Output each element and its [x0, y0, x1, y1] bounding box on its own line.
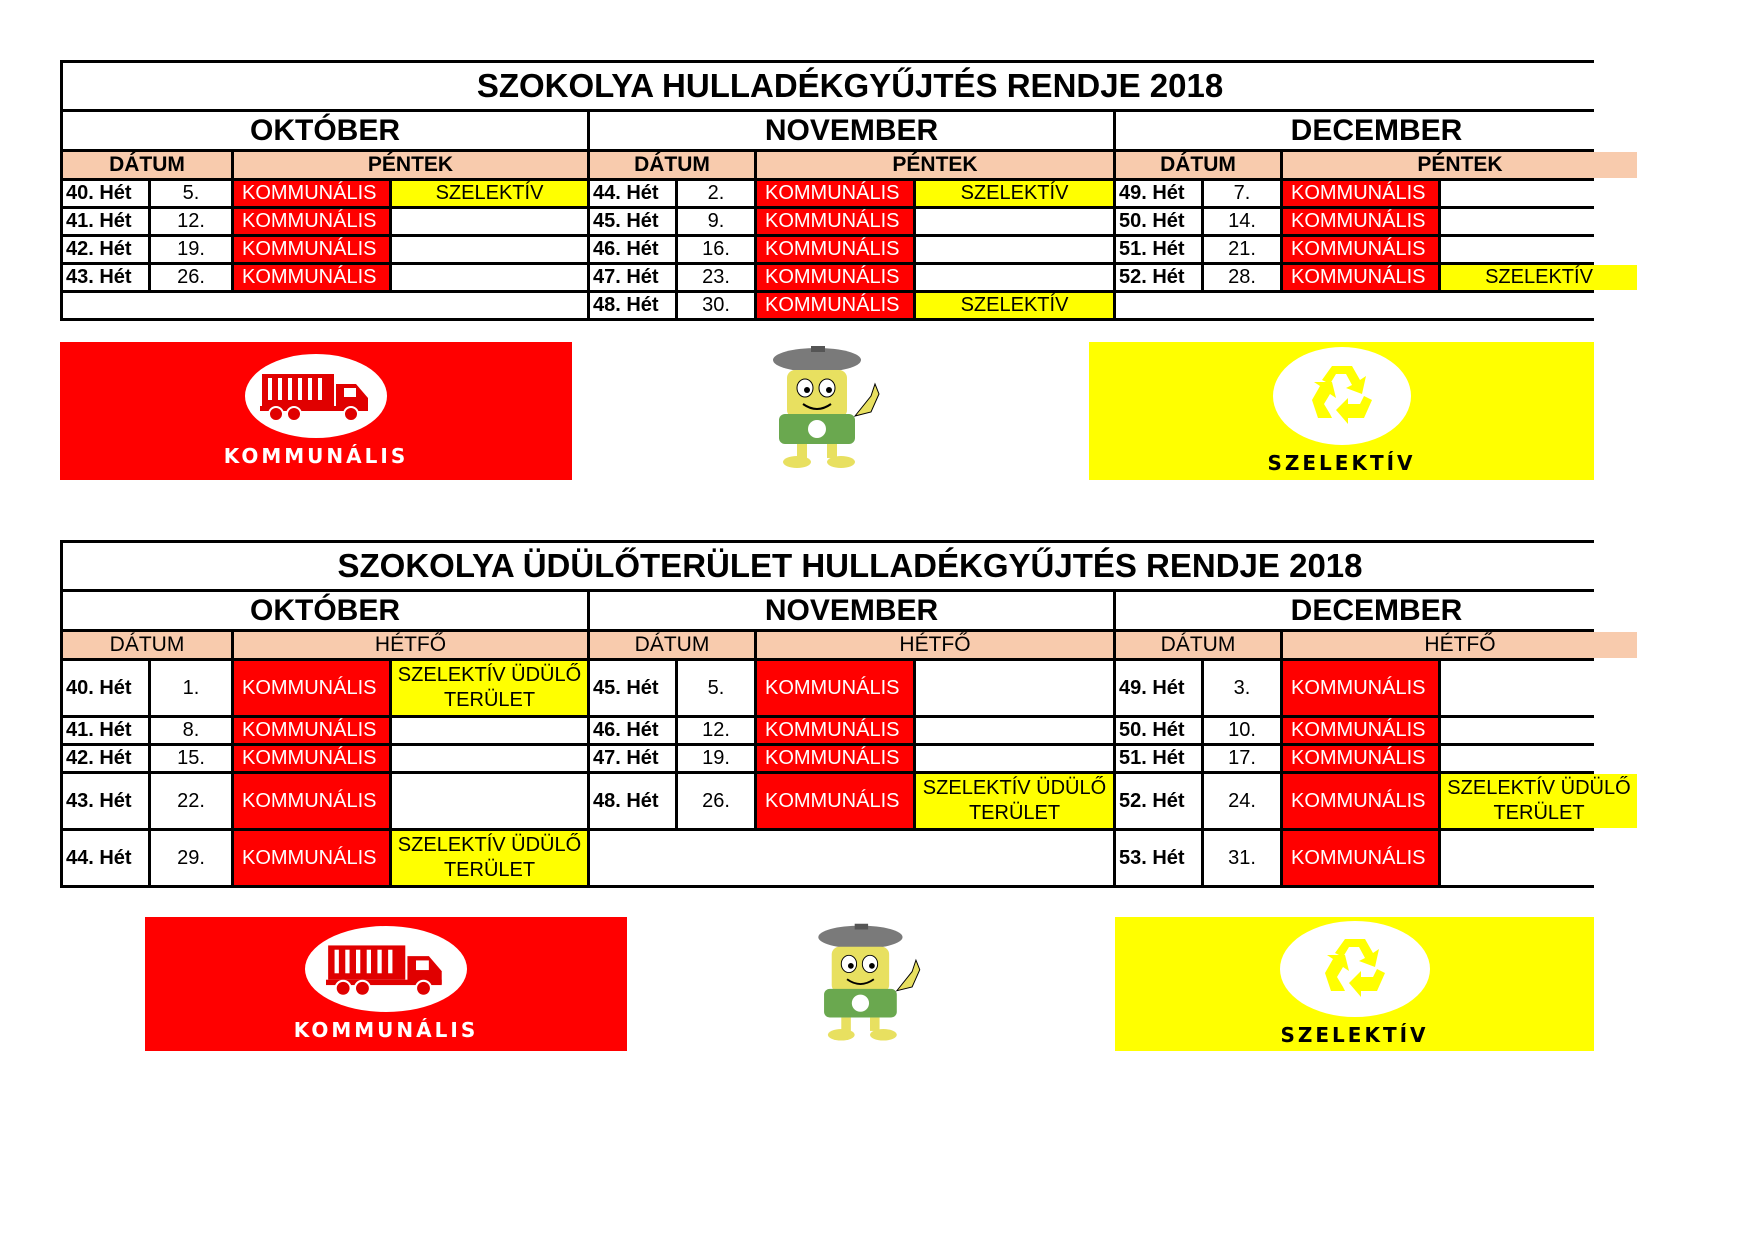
week-cell: 50. Hét [1116, 718, 1201, 743]
szelektiv-cell: SZELEKTÍV [916, 293, 1113, 318]
day-cell: 17. [1204, 746, 1280, 771]
kommunalis-banner [60, 342, 572, 480]
date-header: DÁTUM [590, 152, 754, 178]
day-cell: 15. [151, 746, 231, 771]
week-cell: 50. Hét [1116, 209, 1201, 234]
day-cell: 16. [678, 237, 754, 262]
table-title: SZOKOLYA HULLADÉKGYŰJTÉS RENDJE 2018 [63, 63, 1637, 109]
month-november: NOVEMBER [590, 592, 1113, 629]
empty-cell [1441, 746, 1637, 771]
kommunalis-cell: KOMMUNÁLIS [757, 661, 913, 715]
kommunalis-cell: KOMMUNÁLIS [1283, 774, 1438, 828]
day-cell: 26. [151, 265, 231, 290]
kommunalis-cell: KOMMUNÁLIS [1283, 237, 1438, 262]
day-cell: 31. [1204, 831, 1280, 885]
week-cell: 47. Hét [590, 746, 675, 771]
szelektiv-label: SZELEKTÍV [1280, 1023, 1429, 1047]
week-cell: 42. Hét [63, 237, 148, 262]
kommunalis-cell: KOMMUNÁLIS [757, 265, 913, 290]
week-cell: 52. Hét [1116, 265, 1201, 290]
kommunalis-cell: KOMMUNÁLIS [234, 746, 389, 771]
recycle-badge [1280, 921, 1430, 1017]
date-header: DÁTUM [63, 632, 231, 658]
kommunalis-cell: KOMMUNÁLIS [234, 831, 389, 885]
month-november: NOVEMBER [590, 112, 1113, 149]
mascot-banner [800, 920, 940, 1050]
day-cell: 14. [1204, 209, 1280, 234]
week-cell: 45. Hét [590, 209, 675, 234]
day-cell: 19. [678, 746, 754, 771]
week-cell: 48. Hét [590, 774, 675, 828]
day-header: HÉTFŐ [1283, 632, 1637, 658]
week-cell: 46. Hét [590, 718, 675, 743]
week-cell: 41. Hét [63, 718, 148, 743]
month-october: OKTÓBER [63, 592, 587, 629]
week-cell: 49. Hét [1116, 661, 1201, 715]
day-cell: 12. [151, 209, 231, 234]
szelektiv-cell: SZELEKTÍV [392, 181, 587, 206]
empty-cell [392, 209, 587, 234]
week-cell: 43. Hét [63, 774, 148, 828]
day-header: HÉTFŐ [757, 632, 1113, 658]
week-cell: 44. Hét [63, 831, 148, 885]
recycle-icon [1313, 933, 1397, 1005]
empty-cell [392, 746, 587, 771]
szelektiv-banner [1089, 342, 1594, 480]
szelektiv-cell: SZELEKTÍV [1441, 265, 1637, 290]
date-header: DÁTUM [1116, 632, 1280, 658]
week-cell: 41. Hét [63, 209, 148, 234]
kommunalis-cell: KOMMUNÁLIS [1283, 181, 1438, 206]
szelektiv-cell: SZELEKTÍV ÜDÜLŐ TERÜLET [916, 774, 1113, 828]
day-cell: 24. [1204, 774, 1280, 828]
garbage-truck-icon [256, 368, 376, 424]
day-cell: 21. [1204, 237, 1280, 262]
kommunalis-banner [145, 917, 627, 1051]
szelektiv-cell: SZELEKTÍV ÜDÜLŐ TERÜLET [1441, 774, 1637, 828]
kommunalis-label: KOMMUNÁLIS [223, 444, 409, 468]
szelektiv-cell: SZELEKTÍV ÜDÜLŐ TERÜLET [392, 661, 587, 715]
date-header: DÁTUM [1116, 152, 1280, 178]
empty-cell [1441, 237, 1637, 262]
kommunalis-cell: KOMMUNÁLIS [757, 209, 913, 234]
kommunalis-cell: KOMMUNÁLIS [1283, 718, 1438, 743]
kommunalis-cell: KOMMUNÁLIS [757, 293, 913, 318]
empty-cell [1441, 181, 1637, 206]
empty-cell [590, 831, 1113, 885]
kommunalis-cell: KOMMUNÁLIS [1283, 831, 1438, 885]
empty-cell [916, 718, 1113, 743]
empty-cell [1116, 293, 1637, 318]
date-header: DÁTUM [590, 632, 754, 658]
month-october: OKTÓBER [63, 112, 587, 149]
week-cell: 44. Hét [590, 181, 675, 206]
empty-cell [63, 293, 587, 318]
day-cell: 23. [678, 265, 754, 290]
day-cell: 5. [151, 181, 231, 206]
day-cell: 3. [1204, 661, 1280, 715]
garbage-truck-icon [321, 939, 451, 999]
week-cell: 49. Hét [1116, 181, 1201, 206]
empty-cell [916, 237, 1113, 262]
empty-cell [1441, 209, 1637, 234]
kommunalis-cell: KOMMUNÁLIS [234, 209, 389, 234]
schedule-table-main [60, 60, 1594, 321]
szelektiv-label: SZELEKTÍV [1267, 451, 1416, 475]
day-header: PÉNTEK [757, 152, 1113, 178]
day-cell: 1. [151, 661, 231, 715]
day-cell: 19. [151, 237, 231, 262]
day-cell: 28. [1204, 265, 1280, 290]
kommunalis-cell: KOMMUNÁLIS [234, 718, 389, 743]
kommunalis-cell: KOMMUNÁLIS [234, 774, 389, 828]
week-cell: 43. Hét [63, 265, 148, 290]
empty-cell [1441, 661, 1637, 715]
szelektiv-cell: SZELEKTÍV ÜDÜLŐ TERÜLET [392, 831, 587, 885]
day-header: HÉTFŐ [234, 632, 587, 658]
kommunalis-cell: KOMMUNÁLIS [234, 661, 389, 715]
day-cell: 10. [1204, 718, 1280, 743]
month-december: DECEMBER [1116, 112, 1637, 149]
recycle-badge [1273, 347, 1411, 445]
empty-cell [916, 209, 1113, 234]
kommunalis-cell: KOMMUNÁLIS [757, 237, 913, 262]
kommunalis-cell: KOMMUNÁLIS [234, 237, 389, 262]
week-cell: 51. Hét [1116, 237, 1201, 262]
empty-cell [392, 774, 587, 828]
day-cell: 8. [151, 718, 231, 743]
date-header: DÁTUM [63, 152, 231, 178]
kommunalis-cell: KOMMUNÁLIS [757, 746, 913, 771]
empty-cell [1441, 718, 1637, 743]
recycle-icon [1302, 360, 1382, 432]
week-cell: 45. Hét [590, 661, 675, 715]
day-cell: 2. [678, 181, 754, 206]
week-cell: 42. Hét [63, 746, 148, 771]
week-cell: 47. Hét [590, 265, 675, 290]
trash-can-mascot-icon [803, 923, 937, 1047]
day-header: PÉNTEK [1283, 152, 1637, 178]
month-december: DECEMBER [1116, 592, 1637, 629]
table-title: SZOKOLYA ÜDÜLŐTERÜLET HULLADÉKGYŰJTÉS RENDJE 2018 [63, 543, 1637, 589]
week-cell: 46. Hét [590, 237, 675, 262]
week-cell: 48. Hét [590, 293, 675, 318]
day-cell: 12. [678, 718, 754, 743]
kommunalis-cell: KOMMUNÁLIS [1283, 265, 1438, 290]
day-cell: 30. [678, 293, 754, 318]
week-cell: 53. Hét [1116, 831, 1201, 885]
kommunalis-cell: KOMMUNÁLIS [234, 265, 389, 290]
day-cell: 9. [678, 209, 754, 234]
day-cell: 7. [1204, 181, 1280, 206]
trash-can-mascot-icon [757, 346, 897, 474]
empty-cell [392, 718, 587, 743]
empty-cell [392, 237, 587, 262]
week-cell: 52. Hét [1116, 774, 1201, 828]
empty-cell [916, 265, 1113, 290]
empty-cell [916, 746, 1113, 771]
schedule-table-holiday-area [60, 540, 1631, 888]
kommunalis-cell: KOMMUNÁLIS [1283, 209, 1438, 234]
kommunalis-cell: KOMMUNÁLIS [757, 774, 913, 828]
day-header: PÉNTEK [234, 152, 587, 178]
day-cell: 5. [678, 661, 754, 715]
mascot-banner [752, 345, 902, 475]
empty-cell [1441, 831, 1637, 885]
truck-badge [305, 926, 467, 1012]
week-cell: 40. Hét [63, 181, 148, 206]
day-cell: 29. [151, 831, 231, 885]
kommunalis-cell: KOMMUNÁLIS [1283, 661, 1438, 715]
day-cell: 26. [678, 774, 754, 828]
kommunalis-cell: KOMMUNÁLIS [1283, 746, 1438, 771]
day-cell: 22. [151, 774, 231, 828]
week-cell: 40. Hét [63, 661, 148, 715]
truck-badge [245, 354, 387, 438]
kommunalis-cell: KOMMUNÁLIS [757, 718, 913, 743]
kommunalis-cell: KOMMUNÁLIS [234, 181, 389, 206]
szelektiv-banner [1115, 917, 1594, 1051]
week-cell: 51. Hét [1116, 746, 1201, 771]
empty-cell [392, 265, 587, 290]
kommunalis-label: KOMMUNÁLIS [293, 1018, 479, 1042]
kommunalis-cell: KOMMUNÁLIS [757, 181, 913, 206]
szelektiv-cell: SZELEKTÍV [916, 181, 1113, 206]
empty-cell [916, 661, 1113, 715]
